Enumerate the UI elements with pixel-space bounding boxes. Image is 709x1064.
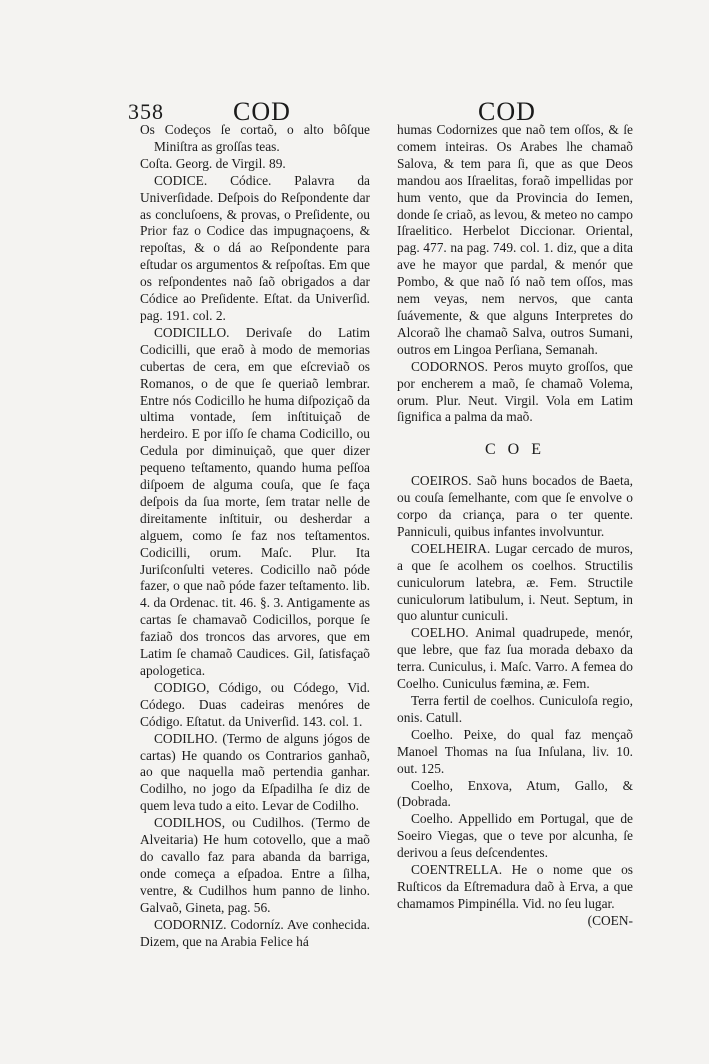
entry-codilhos: CODILHOS, ou Cudilhos. (Termo de Alveitaria) He hum cotovello, que a maõ do cavallo faz para abanda da barriga, onde começa a eſpadoa. Entre a ſilha, ventre, & Cudilhos hum panno de linho. Galvaõ, Gineta, pag. 56. <box>140 815 370 915</box>
entry-coelho: COELHO. Animal quadrupede, menór, que lebre, que faz ſua morada debaxo da terra. Cuniculus, i. Maſc. Varro. A femea do Coelho. Cuniculus fæmina, æ. Fem. <box>397 625 633 692</box>
citation: Coſta. Georg. de Virgil. 89. <box>140 155 286 171</box>
running-head-right: COD <box>478 97 536 126</box>
right-column <box>397 122 633 930</box>
section-title-coe: C O E <box>485 441 545 459</box>
entry-codicillo: CODICILLO. Derivaſe do Latim Codicilli, que eraõ à modo de memorias cubertas de cera, em que eſcreviaõ os Romanos, o de que ſe queriaõ lembrar. Entre nós Codicillo he huma diſpoziçaõ da ultima vontade, ſem inſtituiçaõ de herdeiro. E por iſſo ſe chama Codicillo, ou Cedula por diminuiçaõ, que quer dizer pequeno teſtamento, quando huma peſſoa diſpoem de alguma couſa, que ſe faça deſpois da ſua morte, ſem tratar nelle de direitamente inſtituir, ou desherdar a alguem, como ſe faz nos teſtamentos. Codicilli, orum. Maſc. Plur. Ita Juriſconſulti veteres. Codicillo naõ póde fazer, o que naõ póde fazer teſtamento. lib. 4. da Ordenac. tit. 46. §. 3. Antigamente as cartas ſe chamavaõ Codicillos, porque ſe faziaõ dos troncos das arvores, que em Latim ſe chamaõ Caudices. Gil, ſatisfaçaõ apologetica. <box>140 324 370 678</box>
left-column <box>140 122 370 950</box>
entry-coelho-appellido: Coelho. Appellido em Portugal, que de Soeiro Viegas, que o teve por alcunha, ſe derivou a ſeus deſcendentes. <box>397 811 633 861</box>
verse-coelho: Coelho, Enxova, Atum, Gallo, & (Dobrada. <box>397 777 633 810</box>
entry-codice: CODICE. Códice. Palavra da Univerſidade. Deſpois do Reſpondente dar as concluſoens, & provas, o Preſidente, ou Prior faz o Codice das impugnaçoens, & repoſtas, & o dá ao Reſpondente para eſtudar os argumentos & reſpoſtas. Em que os reſpondentes naõ ſaõ obrigados a dar Códice ao Preſidente. Eſtat. da Univerſid. pag. 191. col. 2. <box>140 172 370 323</box>
entry-coeiros: COEIROS. Saõ huns bocados de Baeta, ou couſa ſemelhante, com que ſe envolve o corpo da criança, para o ter quente. Panniculi, quibus infantes involvuntur. <box>397 473 633 539</box>
entry-coelheira: COELHEIRA. Lugar cercado de muros, a que ſe acolhem os coelhos. Structilis cuniculorum latebra, æ. Fem. Structile cuniculorum latibulum, i. Neut. Septum, in quo aluntur cuniculi. <box>397 540 633 624</box>
entry-terra-fertil: Terra fertil de coelhos. Cuniculoſa regio, onis. Catull. <box>397 693 633 725</box>
entry-codorniz: CODORNIZ. Codorníz. Ave conhecida. Dizem, que na Arabia Felice há <box>140 916 370 949</box>
verse-quote: Os Codeços ſe cortaõ, o alto bôſque Miniſtra as groſſas teas. <box>140 122 370 154</box>
entry-codornos: CODORNOS. Peros muyto groſſos, que por encherem a maõ, ſe chamaõ Volema, orum. Plur. Neut. Virgil. Vola em Latim ſignifica a palma da maõ. <box>397 358 633 425</box>
entry-codigo: CODIGO, Código, ou Códego, Vid. Códego. Duas cadeiras menóres de Código. Eſtatut. da Univerſid. 143. col. 1. <box>140 679 370 729</box>
entry-coentrella: COENTRELLA. He o nome que os Ruſticos da Eſtremadura daõ à Erva, a que chamamos Pimpinélla. Vid. no ſeu lugar. <box>397 862 633 911</box>
entry-codorniz-continued: humas Codornizes que naõ tem oſſos, & ſe comem inteiras. Os Arabes lhe chamaõ Salova, & tem para ſi, que as que Deos mandou aos Iſraelitas, foraõ impellidas por hum vento, que da Provincia do Iemen, donde ſe criaõ, as levou, & meteo no campo Iſraelitico. Herbelot Diccionar. Oriental, pag. 477. na pag. 749. col. 1. diz, que a dita ave he mayor que pardal, & menór que Pombo, & que naõ ſó naõ tem oſſos, mas nem veyas, nem nervos, que canta ſuávemente, & que alguns Interpretes do Alcoraõ lhe chamaõ Salva, outros Sumani, outros em Lingoa Perſiana, Semanah. <box>397 122 633 357</box>
entry-coelho-peixe: Coelho. Peixe, do qual faz mençaõ Manoel Thomas na ſua Inſulana, liv. 10. out. 125. <box>397 726 633 776</box>
catchword: (COEN- <box>587 912 633 928</box>
running-head-left: COD <box>233 97 291 126</box>
page-number: 358 <box>128 99 164 124</box>
entry-codilho: CODILHO. (Termo de alguns jógos de cartas) He quando os Contrarios ganhaõ, ao que naquella maõ pertendia ganhar. Codilho, no jogo da Eſpadilha ſe diz de quem leva tudo a eito. Levar de Codilho. <box>140 730 370 814</box>
